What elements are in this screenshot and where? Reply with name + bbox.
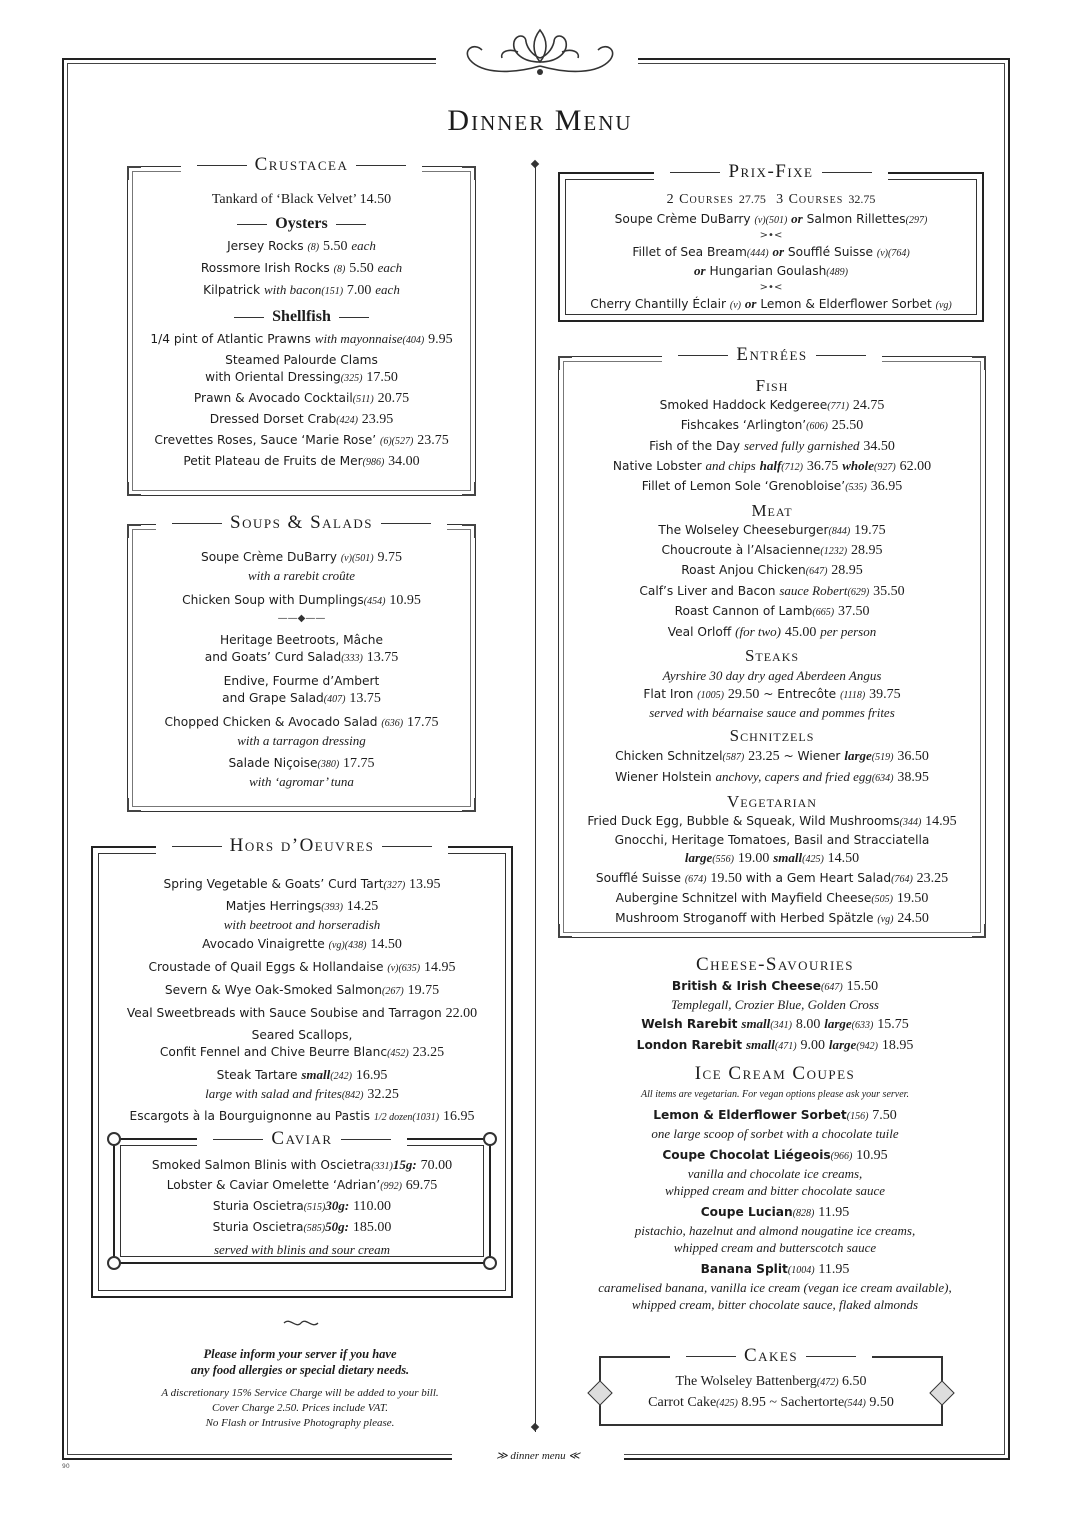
- item-description: whipped cream and butterscotch sauce: [673, 1240, 877, 1255]
- list-item: Steak Tartare small(242) 16.95: [216, 1067, 388, 1083]
- list-item: Kilpatrick with bacon(151) 7.00 each: [203, 282, 400, 298]
- list-item: Severn & Wye Oak-Smoked Salmon(267) 19.75: [164, 983, 440, 998]
- caviar-heading: Caviar: [197, 1128, 406, 1149]
- list-item: Salade Niçoise(380) 17.75: [228, 756, 375, 771]
- list-item: Seared Scallops,: [251, 1028, 353, 1042]
- list-item: with Oriental Dressing(325) 17.50: [205, 370, 398, 385]
- cheese-icecream-section: [540, 952, 1010, 1313]
- oysters-heading: Oysters: [128, 211, 475, 237]
- list-item: Wiener Holstein anchovy, capers and fried egg(634) 38.95: [615, 769, 929, 785]
- divider-icon: ——◆——: [277, 613, 326, 624]
- crustacea-intro: Tankard of ‘Black Velvet’ 14.50: [211, 192, 392, 207]
- cakes-heading: Cakes: [670, 1345, 872, 1366]
- item-description: served with béarnaise sauce and pommes frites: [649, 705, 895, 720]
- list-item: Smoked Salmon Blinis with Oscietra(331)15g: 70.00: [151, 1157, 453, 1173]
- list-item: Choucroute à l’Alsacienne(1232) 28.95: [661, 543, 883, 558]
- list-item: Fillet of Lemon Sole ‘Grenobloise’(535) 36.95: [641, 479, 903, 494]
- caviar-box: [113, 1128, 491, 1264]
- list-item: Fish of the Day served fully garnished 34.50: [649, 438, 895, 454]
- small-flourish-icon: [282, 1316, 320, 1330]
- list-item: Chopped Chicken & Avocado Salad (636) 17.75: [164, 715, 439, 730]
- list-item: Avocado Vinaigrette (vg)(438) 14.50: [202, 937, 402, 952]
- list-item: Veal Orloff (for two) 45.00 per person: [667, 624, 877, 640]
- list-item: Banana Split(1004) 11.95: [700, 1262, 850, 1277]
- list-item: Crevettes Roses, Sauce ‘Marie Rose’ (6)(527) 23.75: [154, 433, 449, 448]
- item-description: whipped cream, bitter chocolate sauce, flaked almonds: [631, 1297, 919, 1312]
- item-description: with ‘agromar’ tuna: [249, 774, 354, 789]
- list-item: Lemon & Elderflower Sorbet(156) 7.50: [653, 1108, 897, 1123]
- soups-heading: Soups & Salads: [156, 512, 447, 533]
- list-item: Fillet of Sea Bream(444) or Soufflé Suisse (v)(764): [632, 244, 910, 259]
- cheese-heading: Cheese-Savouries: [695, 954, 855, 975]
- list-item: Flat Iron (1005) 29.50 ~ Entrecôte (1118) 39.75: [643, 687, 901, 702]
- crustacea-box: [127, 154, 476, 496]
- list-item: Heritage Beetroots, Mâche: [220, 633, 383, 647]
- vegetarian-heading: Vegetarian: [727, 792, 817, 811]
- divider-icon: >•<: [759, 230, 783, 241]
- list-item: Gnocchi, Heritage Tomatoes, Basil and Stracciatella: [614, 833, 930, 847]
- item-description: one large scoop of sorbet with a chocolate tuile: [651, 1126, 899, 1141]
- entrees-heading: Entrées: [662, 344, 881, 365]
- list-item: Prawn & Avocado Cocktail(511) 20.75: [193, 391, 410, 406]
- list-item: Croustade of Quail Eggs & Hollandaise (v)(635) 14.95: [148, 960, 456, 975]
- entrees-box: [558, 344, 986, 938]
- item-description: whipped cream and bitter chocolate sauce: [664, 1183, 886, 1198]
- list-item: Carrot Cake(425) 8.95 ~ Sachertorte(544) 9.50: [648, 1395, 894, 1410]
- list-item: Rossmore Irish Rocks (8) 5.50 each: [200, 260, 403, 276]
- list-item: Sturia Oscietra(585)50g: 185.00: [212, 1219, 392, 1235]
- list-item: Spring Vegetable & Goats’ Curd Tart(327) 13.95: [163, 877, 441, 892]
- caviar-note: served with blinis and sour cream: [213, 1242, 391, 1257]
- list-item: Fishcakes ‘Arlington’(606) 25.50: [680, 418, 864, 433]
- hors-heading: Hors d’Oeuvres: [156, 835, 449, 856]
- item-description: caramelised banana, vanilla ice cream (vegan ice cream available),: [598, 1280, 952, 1295]
- list-item: Escargots à la Bourguignonne au Pastis 1/2 dozen(1031) 16.95: [129, 1109, 475, 1124]
- list-item: Cherry Chantilly Éclair (v) or Lemon & Elderflower Sorbet (vg): [590, 296, 952, 311]
- list-item: The Wolseley Battenberg(472) 6.50: [675, 1374, 867, 1389]
- service-note-line1: A discretionary 15% Service Charge will be added to your bill.: [161, 1387, 439, 1399]
- list-item: Confit Fennel and Chive Beurre Blanc(452) 23.25: [159, 1045, 445, 1060]
- crustacea-heading: Crustacea: [181, 154, 423, 175]
- allergy-note-line2: any food allergies or special dietary needs.: [190, 1363, 410, 1377]
- service-note-line3: No Flash or Intrusive Photography please.: [205, 1417, 395, 1429]
- flourish-ornament-icon: [452, 22, 628, 86]
- list-item: Jersey Rocks (8) 5.50 each: [227, 238, 376, 254]
- list-item: Soupe Crème DuBarry (v)(501) or Salmon Rillettes(297): [614, 211, 928, 226]
- soups-salads-box: [127, 512, 476, 812]
- list-item: Endive, Fourme d’Ambert: [223, 674, 380, 688]
- shellfish-heading: Shellfish: [128, 304, 475, 330]
- list-item: Soupe Crème DuBarry (v)(501) 9.75: [200, 550, 402, 565]
- schnitzels-heading: Schnitzels: [729, 726, 815, 745]
- list-item: large with salad and frites(842) 32.25: [205, 1086, 399, 1102]
- list-item: Chicken Schnitzel(587) 23.25 ~ Wiener large(519) 36.50: [615, 748, 929, 764]
- prix-fixe-box: [558, 161, 984, 322]
- page-title: Dinner Menu: [447, 104, 633, 137]
- divider-icon: >•<: [759, 282, 783, 293]
- list-item: Petit Plateau de Fruits de Mer(986) 34.00: [183, 454, 420, 469]
- list-item: The Wolseley Cheeseburger(844) 19.75: [658, 523, 886, 538]
- item-description: with beetroot and horseradish: [223, 917, 381, 932]
- list-item: Welsh Rarebit small(341) 8.00 large(633) 15.75: [641, 1016, 909, 1032]
- hors-doeuvres-box: [91, 835, 513, 1298]
- list-item: Sturia Oscietra(515)30g: 110.00: [212, 1198, 392, 1214]
- list-item: and Grape Salad(407) 13.75: [222, 691, 381, 706]
- prix-heading: Prix-Fixe: [654, 161, 887, 182]
- list-item: Steamed Palourde Clams: [225, 353, 378, 367]
- meat-heading: Meat: [751, 501, 793, 520]
- list-item: Veal Sweetbreads with Sauce Soubise and Tarragon 22.00: [126, 1006, 478, 1021]
- item-description: with a tarragon dressing: [237, 733, 366, 748]
- icecream-heading: Ice Cream Coupes: [694, 1063, 856, 1084]
- page-number: 90: [62, 1463, 70, 1470]
- allergy-note-line1: Please inform your server if you have: [203, 1347, 397, 1361]
- service-note-line2: Cover Charge 2.50. Prices include VAT.: [212, 1402, 388, 1414]
- fish-heading: Fish: [755, 376, 789, 395]
- item-description: with a rarebit croûte: [247, 568, 355, 583]
- list-item: British & Irish Cheese(647) 15.50: [671, 979, 879, 994]
- list-item: and Goats’ Curd Salad(333) 13.75: [204, 650, 399, 665]
- list-item: Matjes Herrings(393) 14.25: [225, 899, 379, 914]
- list-item: or Hungarian Goulash(489): [694, 263, 848, 278]
- list-item: Coupe Chocolat Liégeois(966) 10.95: [662, 1148, 888, 1163]
- list-item: Aubergine Schnitzel with Mayfield Cheese(505) 19.50: [615, 891, 929, 906]
- list-item: Chicken Soup with Dumplings(454) 10.95: [182, 593, 421, 608]
- cakes-box: [599, 1345, 943, 1426]
- list-item: Native Lobster and chips half(712) 36.75 whole(927) 62.00: [612, 458, 932, 474]
- item-description: Templegall, Crozier Blue, Golden Cross: [670, 997, 879, 1012]
- list-item: London Rarebit small(471) 9.00 large(942) 18.95: [636, 1037, 914, 1053]
- steaks-heading: Steaks: [744, 646, 800, 665]
- prix-courses: 2 Courses 27.75 3 Courses 32.75: [666, 192, 876, 207]
- bottom-label: ≫ dinner menu ≪: [496, 1450, 580, 1462]
- icecream-note: All items are vegetarian. For vegan options please ask your server.: [641, 1089, 909, 1100]
- item-description: pistachio, hazelnut and almond nougatine ice creams,: [634, 1223, 916, 1238]
- list-item: 1/4 pint of Atlantic Prawns with mayonnaise(404) 9.95: [150, 331, 453, 347]
- flourish-left-icon: ≫: [496, 1450, 508, 1462]
- list-item: large(556) 19.00 small(425) 14.50: [684, 850, 860, 866]
- list-item: Roast Anjou Chicken(647) 28.95: [681, 563, 863, 578]
- list-item: Coupe Lucian(828) 11.95: [700, 1205, 850, 1220]
- item-description: Ayrshire 30 day dry aged Aberdeen Angus: [662, 668, 882, 683]
- list-item: Smoked Haddock Kedgeree(771) 24.75: [659, 398, 885, 413]
- list-item: Mushroom Stroganoff with Herbed Spätzle (vg) 24.50: [615, 911, 929, 926]
- list-item: Roast Cannon of Lamb(665) 37.50: [674, 604, 870, 619]
- list-item: Calf’s Liver and Bacon sauce Robert(629) 35.50: [639, 583, 905, 599]
- list-item: Lobster & Caviar Omelette ‘Adrian’(992) 69.75: [166, 1178, 438, 1193]
- item-description: vanilla and chocolate ice creams,: [687, 1166, 863, 1181]
- column-divider: [535, 164, 536, 1432]
- list-item: Dressed Dorset Crab(424) 23.95: [209, 412, 394, 427]
- flourish-right-icon: ≪: [568, 1450, 580, 1462]
- list-item: Soufflé Suisse (674) 19.50 with a Gem Heart Salad(764) 23.25: [595, 871, 949, 886]
- list-item: Fried Duck Egg, Bubble & Squeak, Wild Mushrooms(344) 14.95: [587, 814, 957, 829]
